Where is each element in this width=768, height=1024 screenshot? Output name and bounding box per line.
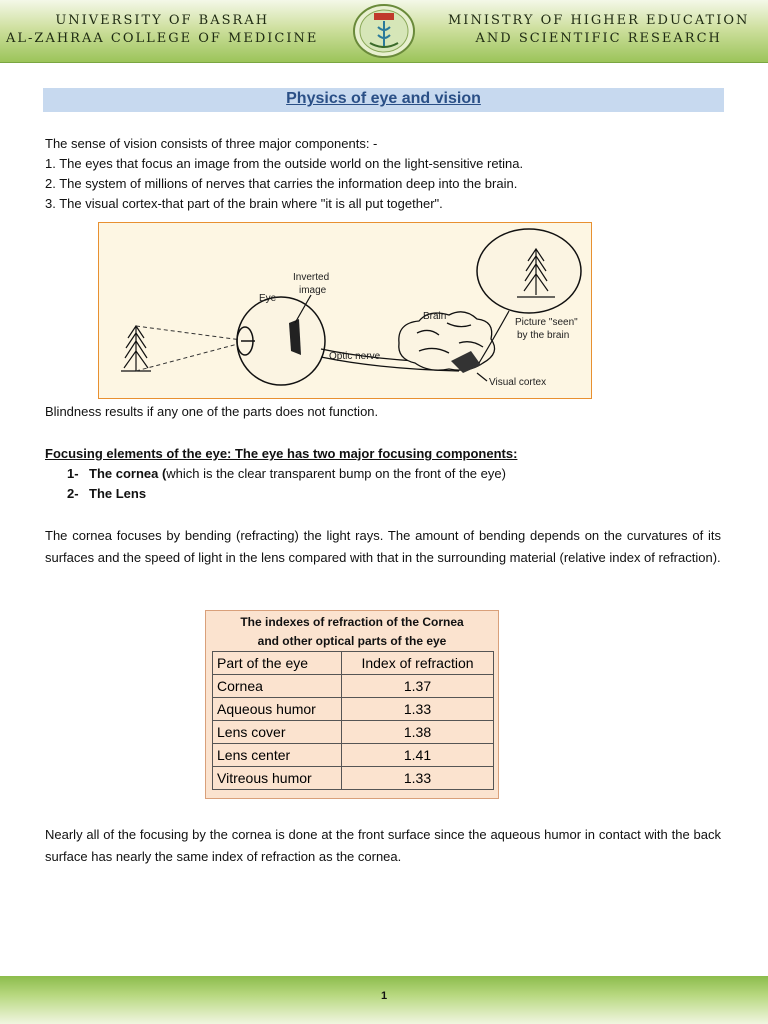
picture-label-1: Picture "seen" — [515, 317, 578, 328]
part-cell: Lens center — [213, 744, 342, 767]
eye-drawing — [237, 297, 325, 385]
refraction-table-box — [205, 610, 499, 799]
university-logo — [350, 3, 418, 59]
brain-label: Brain — [423, 311, 447, 322]
table-caption-line: The indexes of refraction of the Cornea — [240, 615, 464, 629]
table-caption — [206, 613, 498, 651]
eye-label: Eye — [259, 293, 277, 304]
focusing-heading: Focusing elements of the eye: The eye has two major focusing components: — [45, 446, 518, 461]
picture-label-2: by the brain — [517, 330, 570, 341]
table-row — [213, 675, 494, 698]
focusing-item-1 — [45, 464, 517, 484]
tree-object — [121, 326, 151, 371]
focusing-block — [45, 444, 517, 504]
intro-line: 2. The system of millions of nerves that carries the information deep into the brain. — [45, 176, 518, 191]
part-cell: Lens cover — [213, 721, 342, 744]
intro-line: The sense of vision consists of three major components: - — [45, 136, 378, 151]
item-number: 1- — [67, 466, 79, 481]
page-number: 1 — [380, 990, 388, 1002]
table-row — [213, 721, 494, 744]
cornea-paragraph: The cornea focuses by bending (refracting) the light rays. The amount of bending depends on the curvatures of its surfaces and the speed of light in the lens compared with that in the surrounding material (relative index of refraction). — [45, 528, 721, 565]
item-term: The cornea ( — [89, 466, 167, 481]
index-cell: 1.33 — [342, 698, 494, 721]
inverted-label-2: image — [299, 285, 327, 296]
table-row — [213, 698, 494, 721]
part-cell: Aqueous humor — [213, 698, 342, 721]
table-header-row — [213, 652, 494, 675]
index-cell: 1.38 — [342, 721, 494, 744]
visual-cortex-label: Visual cortex — [489, 377, 547, 388]
college-line: AL-ZAHRAA COLLEGE OF MEDICINE — [6, 31, 319, 46]
intro-line: 1. The eyes that focus an image from the outside world on the light-sensitive retina. — [45, 156, 524, 171]
refraction-table — [212, 651, 494, 790]
university-name — [6, 12, 318, 48]
ministry-name — [448, 12, 749, 48]
ministry-line: MINISTRY OF HIGHER EDUCATION — [448, 13, 750, 28]
index-cell: 1.41 — [342, 744, 494, 767]
research-line: AND SCIENTIFIC RESEARCH — [475, 31, 722, 46]
focusing-item-2 — [45, 484, 517, 504]
part-cell: Vitreous humor — [213, 767, 342, 790]
optic-nerve-label: Optic nerve — [329, 351, 381, 362]
page-header — [0, 0, 768, 63]
header-cell: Part of the eye — [213, 652, 342, 675]
university-line: UNIVERSITY OF BASRAH — [55, 13, 270, 28]
page-title: Physics of eye and vision — [286, 90, 481, 107]
vision-diagram — [98, 222, 592, 399]
item-description: which is the clear transparent bump on the front of the eye) — [166, 466, 506, 481]
item-number: 2- — [67, 486, 79, 501]
blindness-text: Blindness results if any one of the parts does not function. — [45, 404, 379, 419]
table-caption-line: and other optical parts of the eye — [257, 634, 447, 648]
vision-diagram-drawing — [99, 223, 591, 398]
part-cell: Cornea — [213, 675, 342, 698]
final-paragraph: Nearly all of the focusing by the cornea is done at the front surface since the aqueous humor in contact with the back surface has nearly the same index of refraction as the cornea. — [45, 827, 721, 864]
item-term: The Lens — [89, 486, 147, 501]
title-bar — [43, 88, 724, 112]
page-footer — [0, 976, 768, 1024]
table-row — [213, 767, 494, 790]
inverted-label-1: Inverted — [293, 272, 330, 283]
intro-line: 3. The visual cortex-that part of the brain where "it is all put together". — [45, 196, 443, 211]
index-cell: 1.33 — [342, 767, 494, 790]
intro-block — [45, 134, 523, 214]
picture-bubble — [477, 229, 581, 313]
table-row — [213, 744, 494, 767]
header-cell: Index of refraction — [342, 652, 494, 675]
index-cell: 1.37 — [342, 675, 494, 698]
